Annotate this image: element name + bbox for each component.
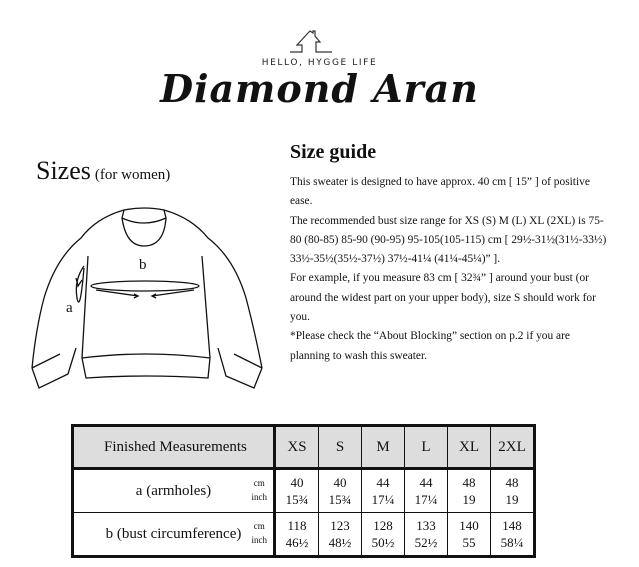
value-cm: 123 [330, 518, 350, 533]
sizes-subheading: (for women) [94, 167, 171, 183]
value-inch: 48½ [328, 535, 352, 550]
value-cm: 40 [290, 475, 304, 490]
value-cm: 48 [462, 475, 476, 490]
brand-name: HELLO, HYGGE LIFE [261, 58, 378, 68]
value-cell [275, 469, 319, 513]
value-cm: 140 [459, 518, 479, 533]
value-cell [491, 469, 535, 513]
size-header-l: L [405, 426, 448, 469]
units-label [252, 519, 268, 547]
value-inch: 46½ [285, 535, 309, 550]
unit-inch: inch [251, 535, 267, 545]
value-cell [491, 513, 535, 557]
table-header-label: Finished Measurements [73, 426, 275, 469]
sizes-heading [36, 156, 170, 186]
value-cell [275, 513, 319, 557]
value-cm: 128 [373, 518, 393, 533]
value-cm: 44 [376, 475, 390, 490]
size-guide-body [290, 173, 610, 366]
value-cm: 118 [287, 518, 307, 533]
value-cell [362, 513, 405, 557]
value-cell [362, 469, 405, 513]
row-label: a (armholes) [135, 482, 212, 499]
value-cell [319, 469, 362, 513]
size-header-xs: XS [275, 426, 319, 469]
value-inch: 15¾ [285, 492, 309, 507]
size-header-2xl: 2XL [491, 426, 535, 469]
value-cell [319, 513, 362, 557]
measurements-table [71, 424, 536, 558]
size-header-m: M [362, 426, 405, 469]
value-cm: 44 [419, 475, 433, 490]
value-inch: 58¼ [500, 535, 524, 550]
value-cm: 48 [505, 475, 519, 490]
value-cell [405, 469, 448, 513]
row-label-cell [73, 513, 275, 557]
value-cell [405, 513, 448, 557]
unit-cm: cm [253, 478, 265, 488]
diagram-label-b: b [139, 257, 147, 273]
table-row [73, 469, 535, 513]
row-label: b (bust circumference) [105, 525, 242, 542]
unit-cm: cm [253, 521, 265, 531]
value-inch: 52½ [414, 535, 438, 550]
value-inch: 19 [462, 492, 476, 507]
diagram-label-a: a [66, 300, 73, 316]
size-header-s: S [319, 426, 362, 469]
sizes-heading-text: Sizes [36, 156, 91, 185]
house-icon [288, 28, 336, 54]
value-inch: 55 [462, 535, 476, 550]
value-inch: 50½ [371, 535, 395, 550]
value-cell [448, 469, 491, 513]
table-row [73, 513, 535, 557]
size-guide-paragraph: For example, if you measure 83 cm [ 32¾” ] around your bust (or around the widest part on your upper body), size S should work for you. [290, 272, 596, 324]
size-guide-paragraph: This sweater is designed to have approx. 40 cm [ 15” ] of positive ease. [290, 176, 590, 208]
units-label [252, 476, 268, 504]
row-label-cell [73, 469, 275, 513]
value-cm: 133 [416, 518, 436, 533]
value-inch: 17¼ [414, 492, 438, 507]
size-guide-paragraph: *Please check the “About Blocking” section on p.2 if you are planning to wash this sweater. [290, 330, 570, 362]
page-title: Diamond Aran [160, 66, 479, 111]
size-guide-paragraph: The recommended bust size range for XS (S) M (L) XL (2XL) is 75-80 (80-85) 85-90 (90-95) 95-105(105-115) cm [ 29½-31½(31½-33½) 33½-35½(35½-37½) 37½-41¼ (41¼-45¼)” ]. [290, 214, 607, 266]
value-cm: 40 [333, 475, 347, 490]
value-inch: 17¼ [371, 492, 395, 507]
table-header-row [73, 426, 535, 469]
sweater-diagram-icon [26, 198, 276, 398]
unit-inch: inch [251, 492, 267, 502]
size-header-xl: XL [448, 426, 491, 469]
value-inch: 15¾ [328, 492, 352, 507]
value-cell [448, 513, 491, 557]
value-inch: 19 [505, 492, 519, 507]
size-guide-title: Size guide [290, 141, 377, 163]
value-cm: 148 [502, 518, 522, 533]
